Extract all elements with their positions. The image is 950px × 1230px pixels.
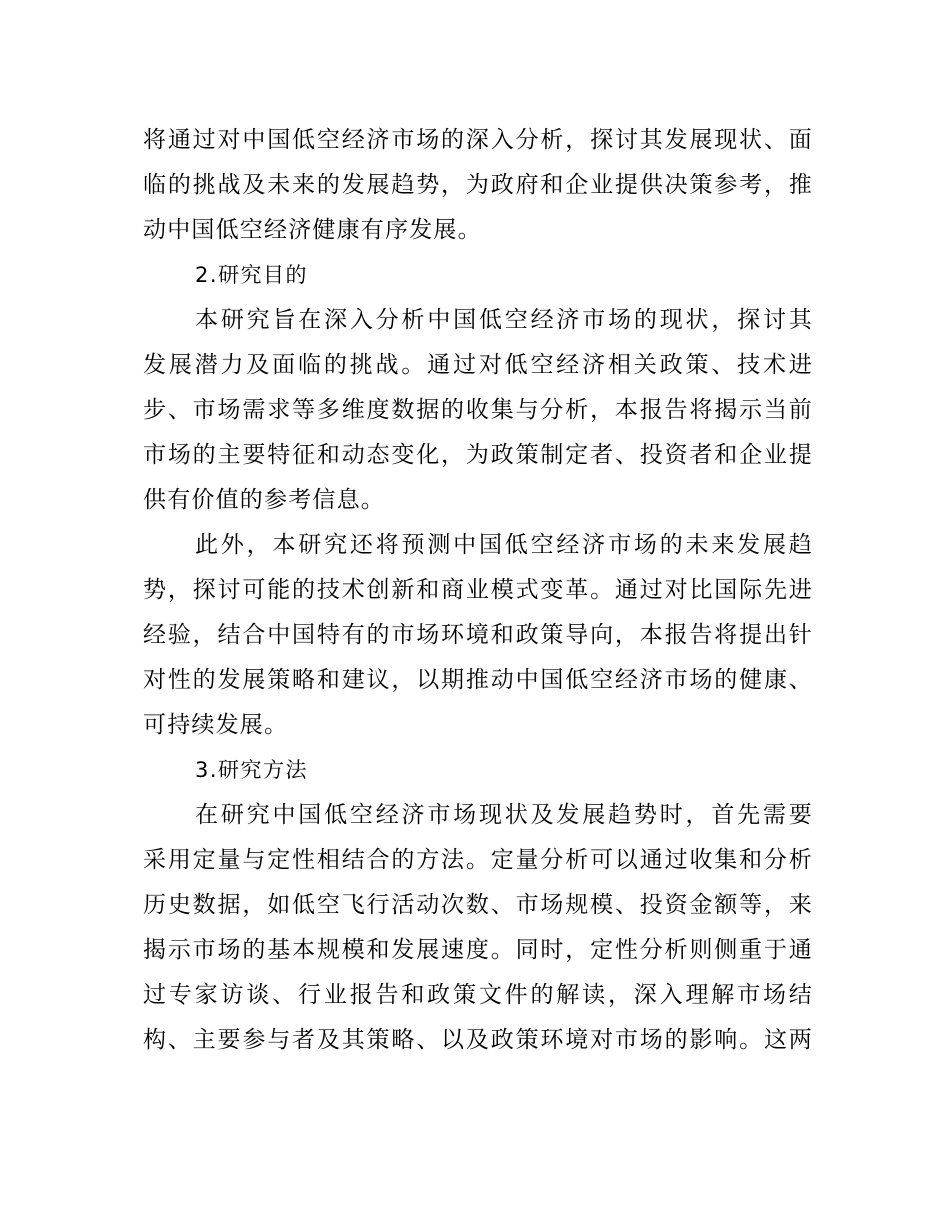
- text-line: 发展潜力及面临的挑战。通过对低空经济相关政策、技术进: [143, 352, 813, 378]
- text-line: 构、主要参与者及其策略、以及政策环境对市场的影响。这两: [143, 1027, 813, 1053]
- section-heading-research-method: 3.研究方法: [195, 758, 309, 782]
- intro-paragraph: [143, 118, 813, 253]
- research-purpose-paragraph-1: [143, 298, 813, 523]
- text-line: 揭示市场的基本规模和发展速度。同时，定性分析则侧重于通: [143, 937, 813, 963]
- text-line: 可持续发展。: [143, 712, 289, 738]
- text-line: 过专家访谈、行业报告和政策文件的解读，深入理解市场结: [143, 982, 813, 1008]
- text-line: 临的挑战及未来的发展趋势，为政府和企业提供决策参考，推: [143, 172, 813, 198]
- text-line: 历史数据，如低空飞行活动次数、市场规模、投资金额等，来: [143, 892, 813, 918]
- text-line: 对性的发展策略和建议，以期推动中国低空经济市场的健康、: [143, 667, 813, 693]
- section-heading-research-purpose: 2.研究目的: [195, 263, 309, 287]
- text-line: 供有价值的参考信息。: [143, 487, 385, 513]
- text-line: 步、市场需求等多维度数据的收集与分析，本报告将揭示当前: [143, 397, 813, 423]
- text-line: 在研究中国低空经济市场现状及发展趋势时，首先需要: [195, 802, 813, 828]
- text-line: 采用定量与定性相结合的方法。定量分析可以通过收集和分析: [143, 847, 813, 873]
- research-method-paragraph-1: [143, 793, 813, 1063]
- document-body: [143, 118, 813, 1063]
- text-line: 此外，本研究还将预测中国低空经济市场的未来发展趋: [195, 532, 813, 558]
- text-line: 市场的主要特征和动态变化，为政策制定者、投资者和企业提: [143, 442, 813, 468]
- research-purpose-paragraph-2: [143, 523, 813, 748]
- text-line: 势，探讨可能的技术创新和商业模式变革。通过对比国际先进: [143, 577, 813, 603]
- text-line: 经验，结合中国特有的市场环境和政策导向，本报告将提出针: [143, 622, 813, 648]
- text-line: 动中国低空经济健康有序发展。: [143, 217, 482, 243]
- text-line: 将通过对中国低空经济市场的深入分析，探讨其发展现状、面: [143, 127, 813, 153]
- text-line: 本研究旨在深入分析中国低空经济市场的现状，探讨其: [195, 307, 813, 333]
